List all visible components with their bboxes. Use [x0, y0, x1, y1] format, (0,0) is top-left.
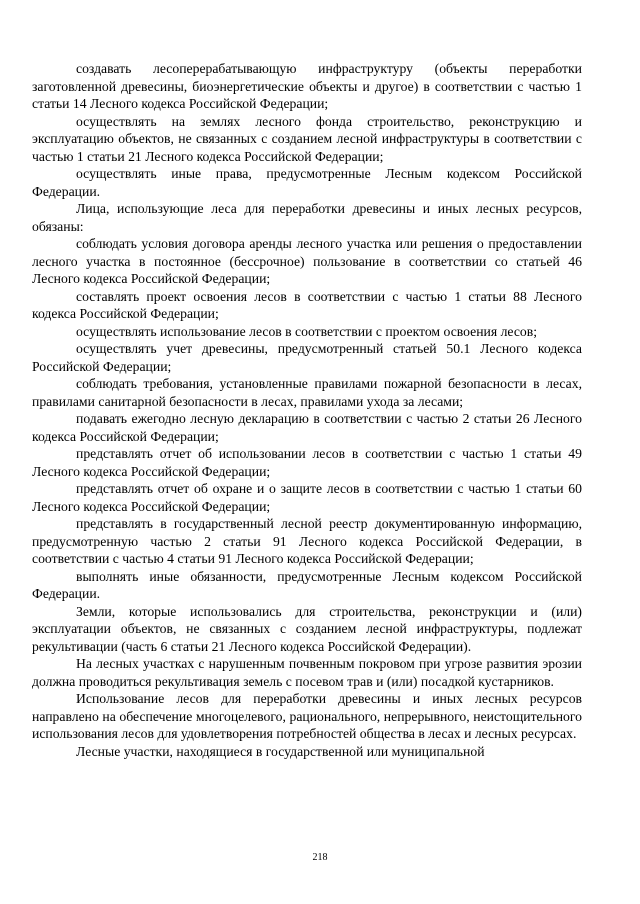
paragraph: осуществлять использование лесов в соответствии с проектом освоения лесов;	[76, 323, 538, 339]
paragraph: представлять в государственный лесной реестр документированную информацию, предусмотренную частью 2 статьи 91 Лесного кодекса Российской Федерации, в соответствии с частью 4 статьи 91 Лесного кодекса Российской Федерации;	[32, 516, 582, 566]
paragraph: соблюдать условия договора аренды лесного участка или решения о предоставлении лесного участка в постоянное (бессрочное) пользование в соответствии со статьей 46 Лесного кодекса Российской Федерации;	[32, 236, 582, 286]
paragraph: Лесные участки, находящиеся в государственной или муниципальной	[76, 743, 485, 759]
paragraph: Лица, использующие леса для переработки древесины и иных лесных ресурсов, обязаны:	[32, 201, 582, 234]
paragraph: На лесных участках с нарушенным почвенным покровом при угрозе развития эрозии должна проводиться рекультивация земель с посевом трав и (или) посадкой кустарников.	[32, 656, 582, 689]
paragraph: представлять отчет об использовании лесов в соответствии с частью 1 статьи 49 Лесного кодекса Российской Федерации;	[32, 446, 582, 479]
paragraph: осуществлять учет древесины, предусмотренный статьей 50.1 Лесного кодекса Российской Федерации;	[32, 341, 582, 374]
paragraph: Использование лесов для переработки древесины и иных лесных ресурсов направлено на обеспечение многоцелевого, рационального, непрерывного, неистощительного использования лесов для удовлетворения потребностей общества в лесах и лесных ресурсах.	[32, 691, 582, 741]
paragraph: представлять отчет об охране и о защите лесов в соответствии с частью 1 статьи 60 Лесного кодекса Российской Федерации;	[32, 481, 582, 514]
paragraph: составлять проект освоения лесов в соответствии с частью 1 статьи 88 Лесного кодекса Российской Федерации;	[32, 288, 582, 321]
paragraph: Земли, которые использовались для строительства, реконструкции и (или) эксплуатации объектов, не связанных с созданием лесной инфраструктуры, подлежат рекультивации (часть 6 статьи 21 Лесного кодекса Российской Федерации).	[32, 603, 582, 654]
page-number: 218	[312, 852, 328, 863]
document-body	[32, 60, 582, 760]
paragraph: осуществлять на землях лесного фонда строительство, реконструкцию и эксплуатацию объектов, не связанных с созданием лесной инфраструктуры в соответствии с частью 1 статьи 21 Лесного кодекса Российской Федерации;	[32, 113, 582, 164]
paragraph: выполнять иные обязанности, предусмотренные Лесным кодексом Российской Федерации.	[32, 568, 582, 601]
paragraph: подавать ежегодно лесную декларацию в соответствии с частью 2 статьи 26 Лесного кодекса Российской Федерации;	[32, 411, 582, 444]
paragraph: создавать лесоперерабатывающую инфраструктуру (объекты переработки заготовленной древесины, биоэнергетические объекты и другое) в соответствии с частью 1 статьи 14 Лесного кодекса Российской Федерации;	[32, 61, 582, 111]
paragraph: осуществлять иные права, предусмотренные Лесным кодексом Российской Федерации.	[32, 166, 582, 199]
paragraph: соблюдать требования, установленные правилами пожарной безопасности в лесах, правилами санитарной безопасности в лесах, правилами ухода за лесами;	[32, 376, 582, 409]
